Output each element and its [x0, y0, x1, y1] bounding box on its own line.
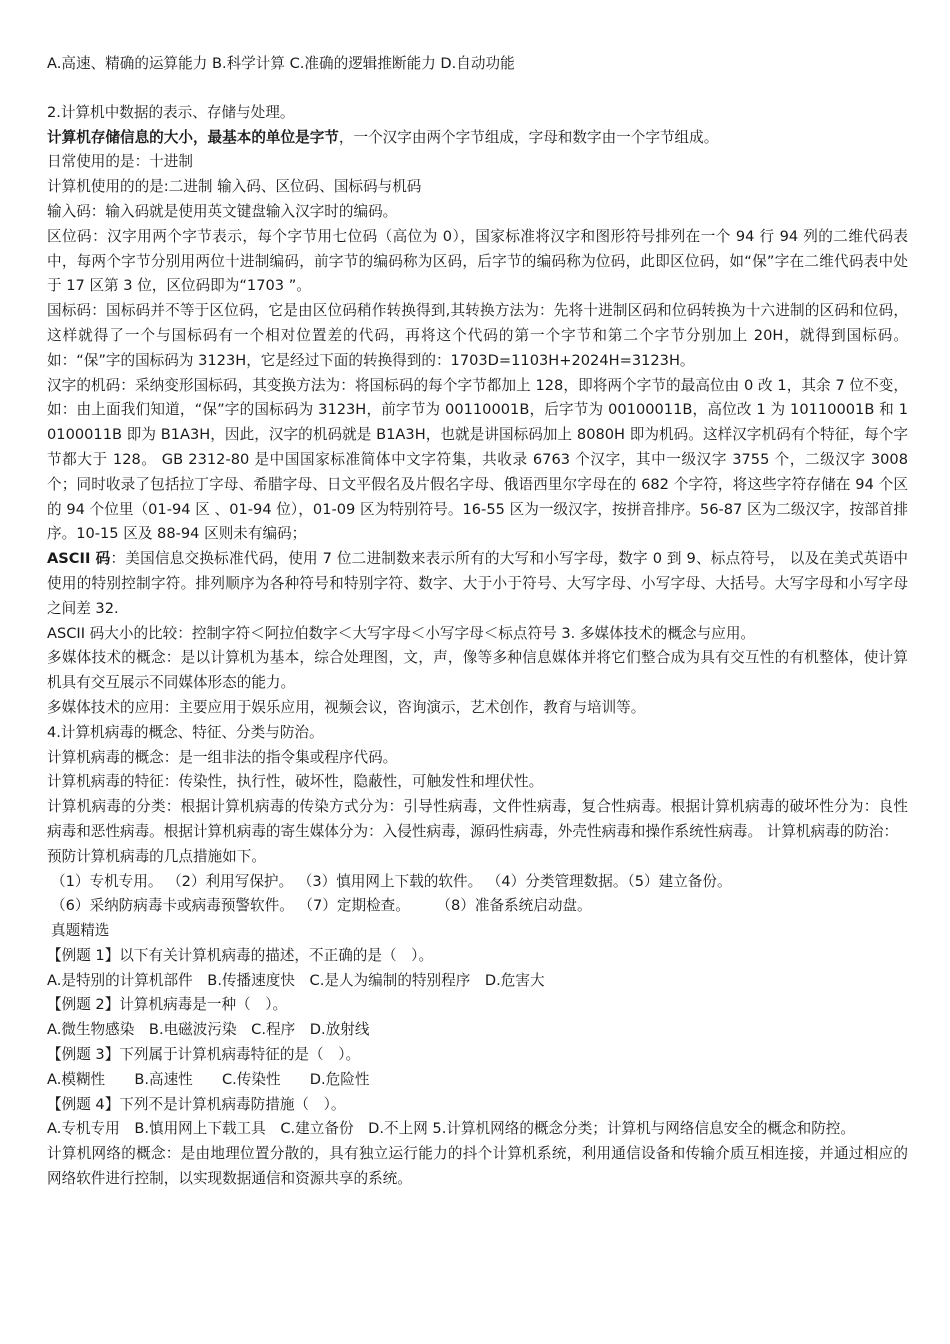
ascii-bold: ASCII 码: [47, 550, 111, 568]
paragraph-gap: [47, 77, 908, 101]
multimedia-concept-paragraph: 多媒体技术的概念：是以计算机为基本，综合处理图，文，声，像等多种信息媒体并将它们整合成为具有交互性的有机整体，使计算机具有交互展示不同媒体形态的能力。: [47, 649, 908, 692]
prevention-list-1: （1）专机专用。 （2）利用写保护。 （3）慎用网上下载的软件。 （4）分类管理数据。（5）建立备份。: [51, 872, 732, 890]
prevention-title: 预防计算机病毒的几点措施如下。: [47, 847, 266, 865]
exam-section-title: 真题精选: [51, 922, 110, 940]
machine-code-paragraph: 汉字的机码：采纳变形国标码，其变换方法为：将国标码的每个字节都加上 128，即将两个字节的最高位由 0 改 1，其余 7 位不变，如：由上面我们知道，“保”字的国标码为 3123H，前字节为 00110001B，后字节为 00100011B，高位改 1 为 10110001B 和 10100011B 即为 B1A3H，因此，汉字的机码就是 B1A3H，也就是讲国标码加上 8080H 即为机码。这样汉字机码有个特征，每个字节都大于 128。 GB 2312-80 是中国国家标准简体中文字符集，共收录 6763 个汉字，其中一级汉字 3755 个，二级汉字 3008 个；同时收录了包括拉丁字母、希腊字母、日文平假名及片假名字母、俄语西里尔字母在的 682 个字符，将这些字符存储在 94 个区的 94 个位里（01-94 区 、01-94 位），01-09 区为特别符号。16-55 区为一级汉字，按拼音排序。56-87 区为二级汉字，按部首排序。10-15 区及 88-94 区则未有编码；: [47, 376, 908, 543]
area-code-paragraph: 区位码：汉字用两个字节表示，每个字节用七位码（高位为 0），国家标准将汉字和图形符号排列在一个 94 行 94 列的二维代码表中，每两个字节分别用两位十进制编码，前字节的编码称为区码，后字节的编码称为位码，此即区位码，如“保”字在二维代码表中处于 17 区第 3 位，区位码即为“1703 ”。: [47, 227, 908, 295]
example3-options: A.模糊性 B.高速性 C.传染性 D.危险性: [47, 1070, 370, 1088]
ascii-compare-paragraph: ASCII 码大小的比较：控制字符＜阿拉伯数字＜大写字母＜小写字母＜标点符号 3. 多媒体技术的概念与应用。: [47, 624, 756, 642]
network-concept-paragraph: 计算机网络的概念：是由地理位置分散的，具有独立运行能力的抖个计算机系统，利用通信设备和传输介质互相连接，并通过相应的网络软件进行控制，以实现数据通信和资源共享的系统。: [47, 1145, 908, 1188]
prevention-list-2: （6）采纳防病毒卡或病毒预警软件。 （7）定期检查。 （8）准备系统启动盘。: [51, 897, 592, 915]
storage-unit-paragraph: [47, 126, 908, 151]
section4-title: 4.计算机病毒的概念、特征、分类与防治。: [47, 723, 324, 741]
example4-question: 【例题 4】下列不是计算机病毒防措施（ ）。: [47, 1095, 346, 1113]
ascii-paragraph: [47, 547, 908, 621]
example2-options: A.微生物感染 B.电磁波污染 C.程序 D.放射线: [47, 1021, 370, 1039]
gb-code-paragraph: 国标码：国标码并不等于区位码，它是由区位码稍作转换得到,其转换方法为：先将十进制区码和位码转换为十六进制的区码和位码，这样就得了一个与国标码有一个相对位置差的代码，再将这个代码的第一个字节和第二个字节分别加上 20H，就得到国标码。如：“保”字的国标码为 3123H，它是经过下面的转换得到的：1703D=1103H+2024H=3123H。: [47, 302, 908, 369]
daily-use-paragraph: 日常使用的是：十进制: [47, 153, 193, 171]
example3-question: 【例题 3】下列属于计算机病毒特征的是（ ）。: [47, 1046, 361, 1064]
storage-unit-bold: 计算机存储信息的大小，最基本的单位是字节: [47, 128, 339, 146]
options-line: A.高速、精确的运算能力 B.科学计算 C.准确的逻辑推断能力 D.自动功能: [47, 55, 515, 72]
ascii-text: ：美国信息交换标准代码，使用 7 位二进制数来表示所有的大写和小写字母，数字 0 到 9、标点符号， 以及在美式英语中使用的特别控制字符。排列顺序为各种符号和特别字符、数字、大于小于符号、大写字母、小写字母、大括号。大写字母和小写字母之间差 32.: [47, 550, 908, 617]
virus-concept-paragraph: 计算机病毒的概念：是一组非法的指令集或程序代码。: [47, 748, 398, 766]
virus-class-paragraph: 计算机病毒的分类：根据计算机病毒的传染方式分为：引导性病毒，文件性病毒，复合性病毒。根据计算机病毒的破坏性分为：良性病毒和恶性病毒。根据计算机病毒的寄生媒体分为：入侵性病毒，源码性病毒，外壳性病毒和操作系统性病毒。 计算机病毒的防治：: [47, 798, 908, 840]
section2-title: 2.计算机中数据的表示、存储与处理。: [47, 103, 295, 121]
virus-features-paragraph: 计算机病毒的特征：传染性，执行性，破坏性，隐蔽性，可触发性和埋伏性。: [47, 773, 544, 791]
example1-options: A.是特别的计算机部件 B.传播速度快 C.是人为编制的特别程序 D.危害大: [47, 971, 545, 989]
multimedia-app-paragraph: 多媒体技术的应用：主要应用于娱乐应用，视频会议，咨询演示，艺术创作，教育与培训等。: [47, 698, 646, 716]
computer-use-paragraph: 计算机使用的的是:二进制 输入码、区位码、国标码与机码: [47, 178, 422, 196]
example4-options: A.专机专用 B.慎用网上下载工具 C.建立备份 D.不上网 5.计算机网络的概念分类；计算机与网络信息安全的概念和防控。: [47, 1120, 855, 1138]
storage-unit-text: ，一个汉字由两个字节组成，字母和数字由一个字节组成。: [338, 128, 719, 146]
example2-question: 【例题 2】计算机病毒是一种（ ）。: [47, 996, 288, 1014]
input-code-paragraph: 输入码：输入码就是使用英文键盘输入汉字时的编码。: [47, 202, 398, 220]
example1-question: 【例题 1】以下有关计算机病毒的描述，不正确的是（ ）。: [47, 946, 434, 964]
